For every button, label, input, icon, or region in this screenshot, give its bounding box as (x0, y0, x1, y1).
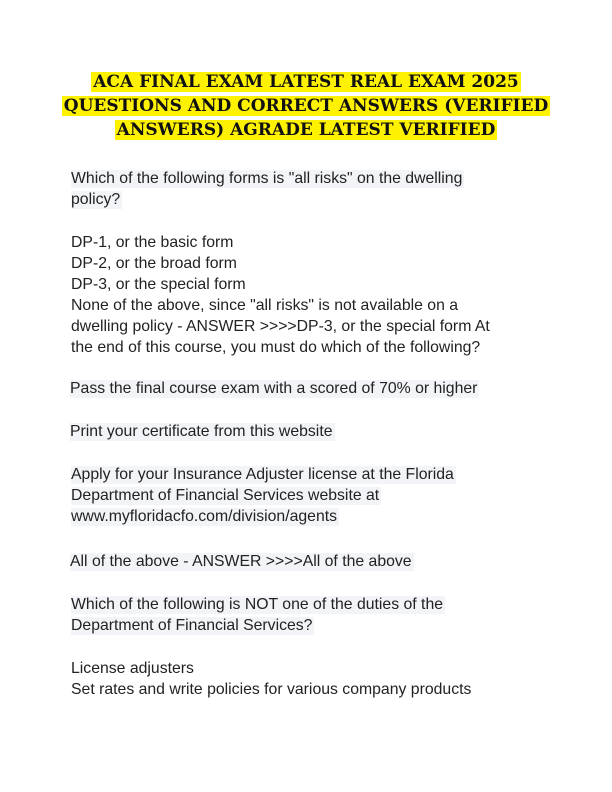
text-line-content: policy? (71, 191, 121, 208)
text-line (71, 615, 571, 636)
question-3 (71, 594, 571, 636)
text-line-content: DP-3, or the special form (71, 276, 246, 293)
title-line (40, 70, 572, 94)
question-2-option-1 (70, 378, 570, 399)
text-line (71, 274, 571, 295)
text-line (71, 316, 571, 337)
text-line-content: All of the above - ANSWER >>>>All of the above (70, 553, 412, 570)
title-line-text: ANSWERS) AGRADE LATEST VERIFIED (116, 120, 496, 140)
text-line (71, 464, 571, 485)
text-line (70, 378, 570, 399)
text-line-content: Pass the final course exam with a scored of 70% or higher (70, 380, 478, 397)
text-line (70, 551, 570, 572)
text-line-content: Which of the following is NOT one of the duties of the (71, 596, 444, 613)
text-line-content: Set rates and write policies for various company products (71, 681, 472, 698)
title-line-text: ACA FINAL EXAM LATEST REAL EXAM 2025 (93, 72, 519, 92)
title-line (40, 118, 572, 142)
text-line (71, 168, 571, 189)
text-line-content: Department of Financial Services? (71, 617, 313, 634)
question-2-option-3 (71, 464, 571, 527)
text-line (71, 679, 571, 700)
text-line-content: License adjusters (71, 660, 194, 677)
text-line (71, 232, 571, 253)
text-line-content: DP-2, or the broad form (71, 255, 237, 272)
text-line-content: DP-1, or the basic form (71, 234, 234, 251)
text-line-content: Department of Financial Services website at (71, 487, 380, 504)
text-line (71, 506, 571, 527)
text-line-content: the end of this course, you must do which of the following? (71, 339, 481, 356)
text-line (71, 189, 571, 210)
text-line-content: www.myfloridacfo.com/division/agents (71, 508, 338, 525)
text-line (71, 253, 571, 274)
text-line-content: Apply for your Insurance Adjuster license at the Florida (71, 466, 454, 483)
document-title (40, 70, 572, 142)
question-2-option-2 (70, 421, 570, 442)
question-1 (71, 168, 571, 210)
text-line-content: None of the above, since "all risks" is not available on a (71, 297, 459, 314)
question-2-answer (70, 551, 570, 572)
title-line-text: QUESTIONS AND CORRECT ANSWERS (VERIFIED (63, 96, 549, 116)
text-line (71, 594, 571, 615)
text-line-content: Print your certificate from this website (70, 423, 333, 440)
text-line (71, 485, 571, 506)
text-line (70, 421, 570, 442)
text-line-content: dwelling policy - ANSWER >>>>DP-3, or the special form At (71, 318, 490, 335)
question-1-options (71, 232, 571, 358)
text-line (71, 295, 571, 316)
text-line-content: Which of the following forms is "all risks" on the dwelling (71, 170, 463, 187)
title-line (40, 94, 572, 118)
question-3-options (71, 658, 571, 700)
text-line (71, 658, 571, 679)
text-line (71, 337, 571, 358)
